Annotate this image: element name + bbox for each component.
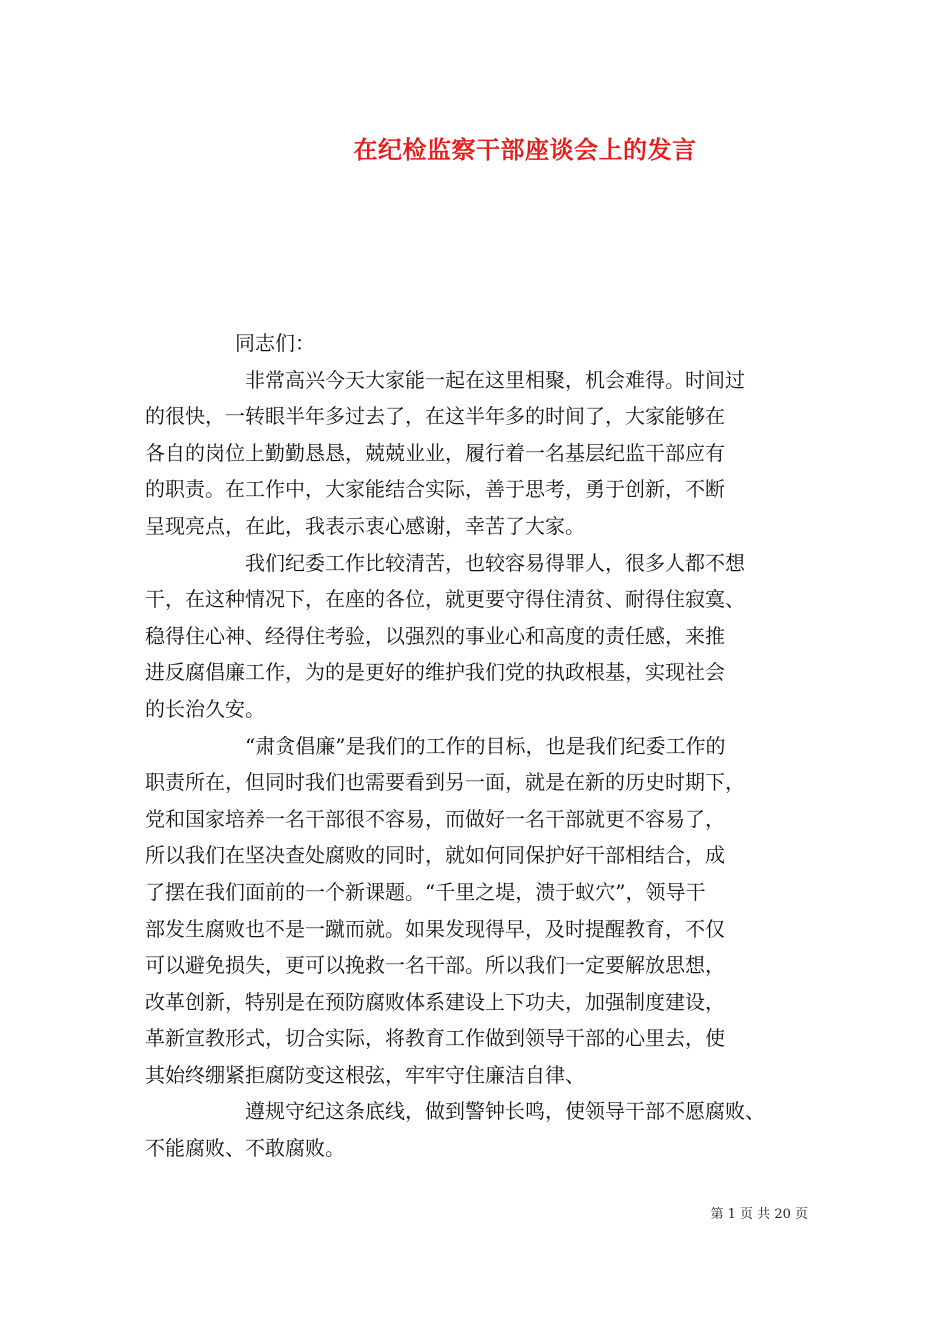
document-body — [145, 325, 810, 1167]
text-line: 稳得住心神、经得住考验，以强烈的事业心和高度的责任感，来推 — [145, 623, 725, 648]
text-line: 呈现亮点，在此，我表示衷心感谢，幸苦了大家。 — [145, 513, 585, 538]
text-line: 部发生腐败也不是一蹴而就。如果发现得早，及时提醒教育，不仅 — [145, 916, 725, 941]
text-line: 遵规守纪这条底线，做到警钟长鸣，使领导干部不愿腐败、 — [245, 1099, 765, 1124]
page-title: 在纪检监察干部座谈会上的发言 — [353, 135, 697, 164]
paragraph-2 — [145, 545, 810, 728]
text-line: 非常高兴今天大家能一起在这里相聚，机会难得。时间过 — [245, 367, 745, 392]
salutation: 同志们： — [235, 331, 315, 355]
paragraph-4 — [145, 1093, 810, 1166]
text-line: 所以我们在坚决查处腐败的同时，就如何同保护好干部相结合，成 — [145, 843, 725, 868]
paragraph-3 — [145, 728, 810, 1094]
text-line: 职责所在，但同时我们也需要看到另一面，就是在新的历史时期下， — [145, 770, 745, 795]
text-line: 可以避免损失，更可以挽救一名干部。所以我们一定要解放思想， — [145, 953, 725, 978]
text-line: 我们纪委工作比较清苦，也较容易得罪人，很多人都不想 — [245, 550, 745, 575]
text-line: 改革创新，特别是在预防腐败体系建设上下功夫，加强制度建设， — [145, 989, 725, 1014]
text-line: 党和国家培养一名干部很不容易，而做好一名干部就更不容易了， — [145, 806, 725, 831]
text-line: 不能腐败、不敢腐败。 — [145, 1136, 345, 1161]
text-line: 的长治久安。 — [145, 696, 265, 721]
text-line: 的职责。在工作中，大家能结合实际，善于思考，勇于创新，不断 — [145, 477, 725, 502]
paragraph-1 — [145, 362, 810, 545]
text-line: 了摆在我们面前的一个新课题。“千里之堤，溃于蚁穴”，领导干 — [145, 879, 706, 904]
text-line: 的很快，一转眼半年多过去了，在这半年多的时间了，大家能够在 — [145, 404, 725, 429]
text-line: 各自的岗位上勤勤恳恳，兢兢业业，履行着一名基层纪监干部应有 — [145, 440, 725, 465]
text-line: 其始终绷紧拒腐防变这根弦，牢牢守住廉洁自律、 — [145, 1062, 585, 1087]
text-line: 干，在这种情况下，在座的各位，就更要守得住清贫、耐得住寂寞、 — [145, 587, 745, 612]
text-line: “肃贪倡廉”是我们的工作的目标，也是我们纪委工作的 — [245, 733, 726, 758]
text-line: 革新宣教形式，切合实际，将教育工作做到领导干部的心里去，使 — [145, 1026, 725, 1051]
page-number-footer: 第 1 页 共 20 页 — [710, 1207, 808, 1222]
text-line: 进反腐倡廉工作，为的是更好的维护我们党的执政根基，实现社会 — [145, 660, 725, 685]
